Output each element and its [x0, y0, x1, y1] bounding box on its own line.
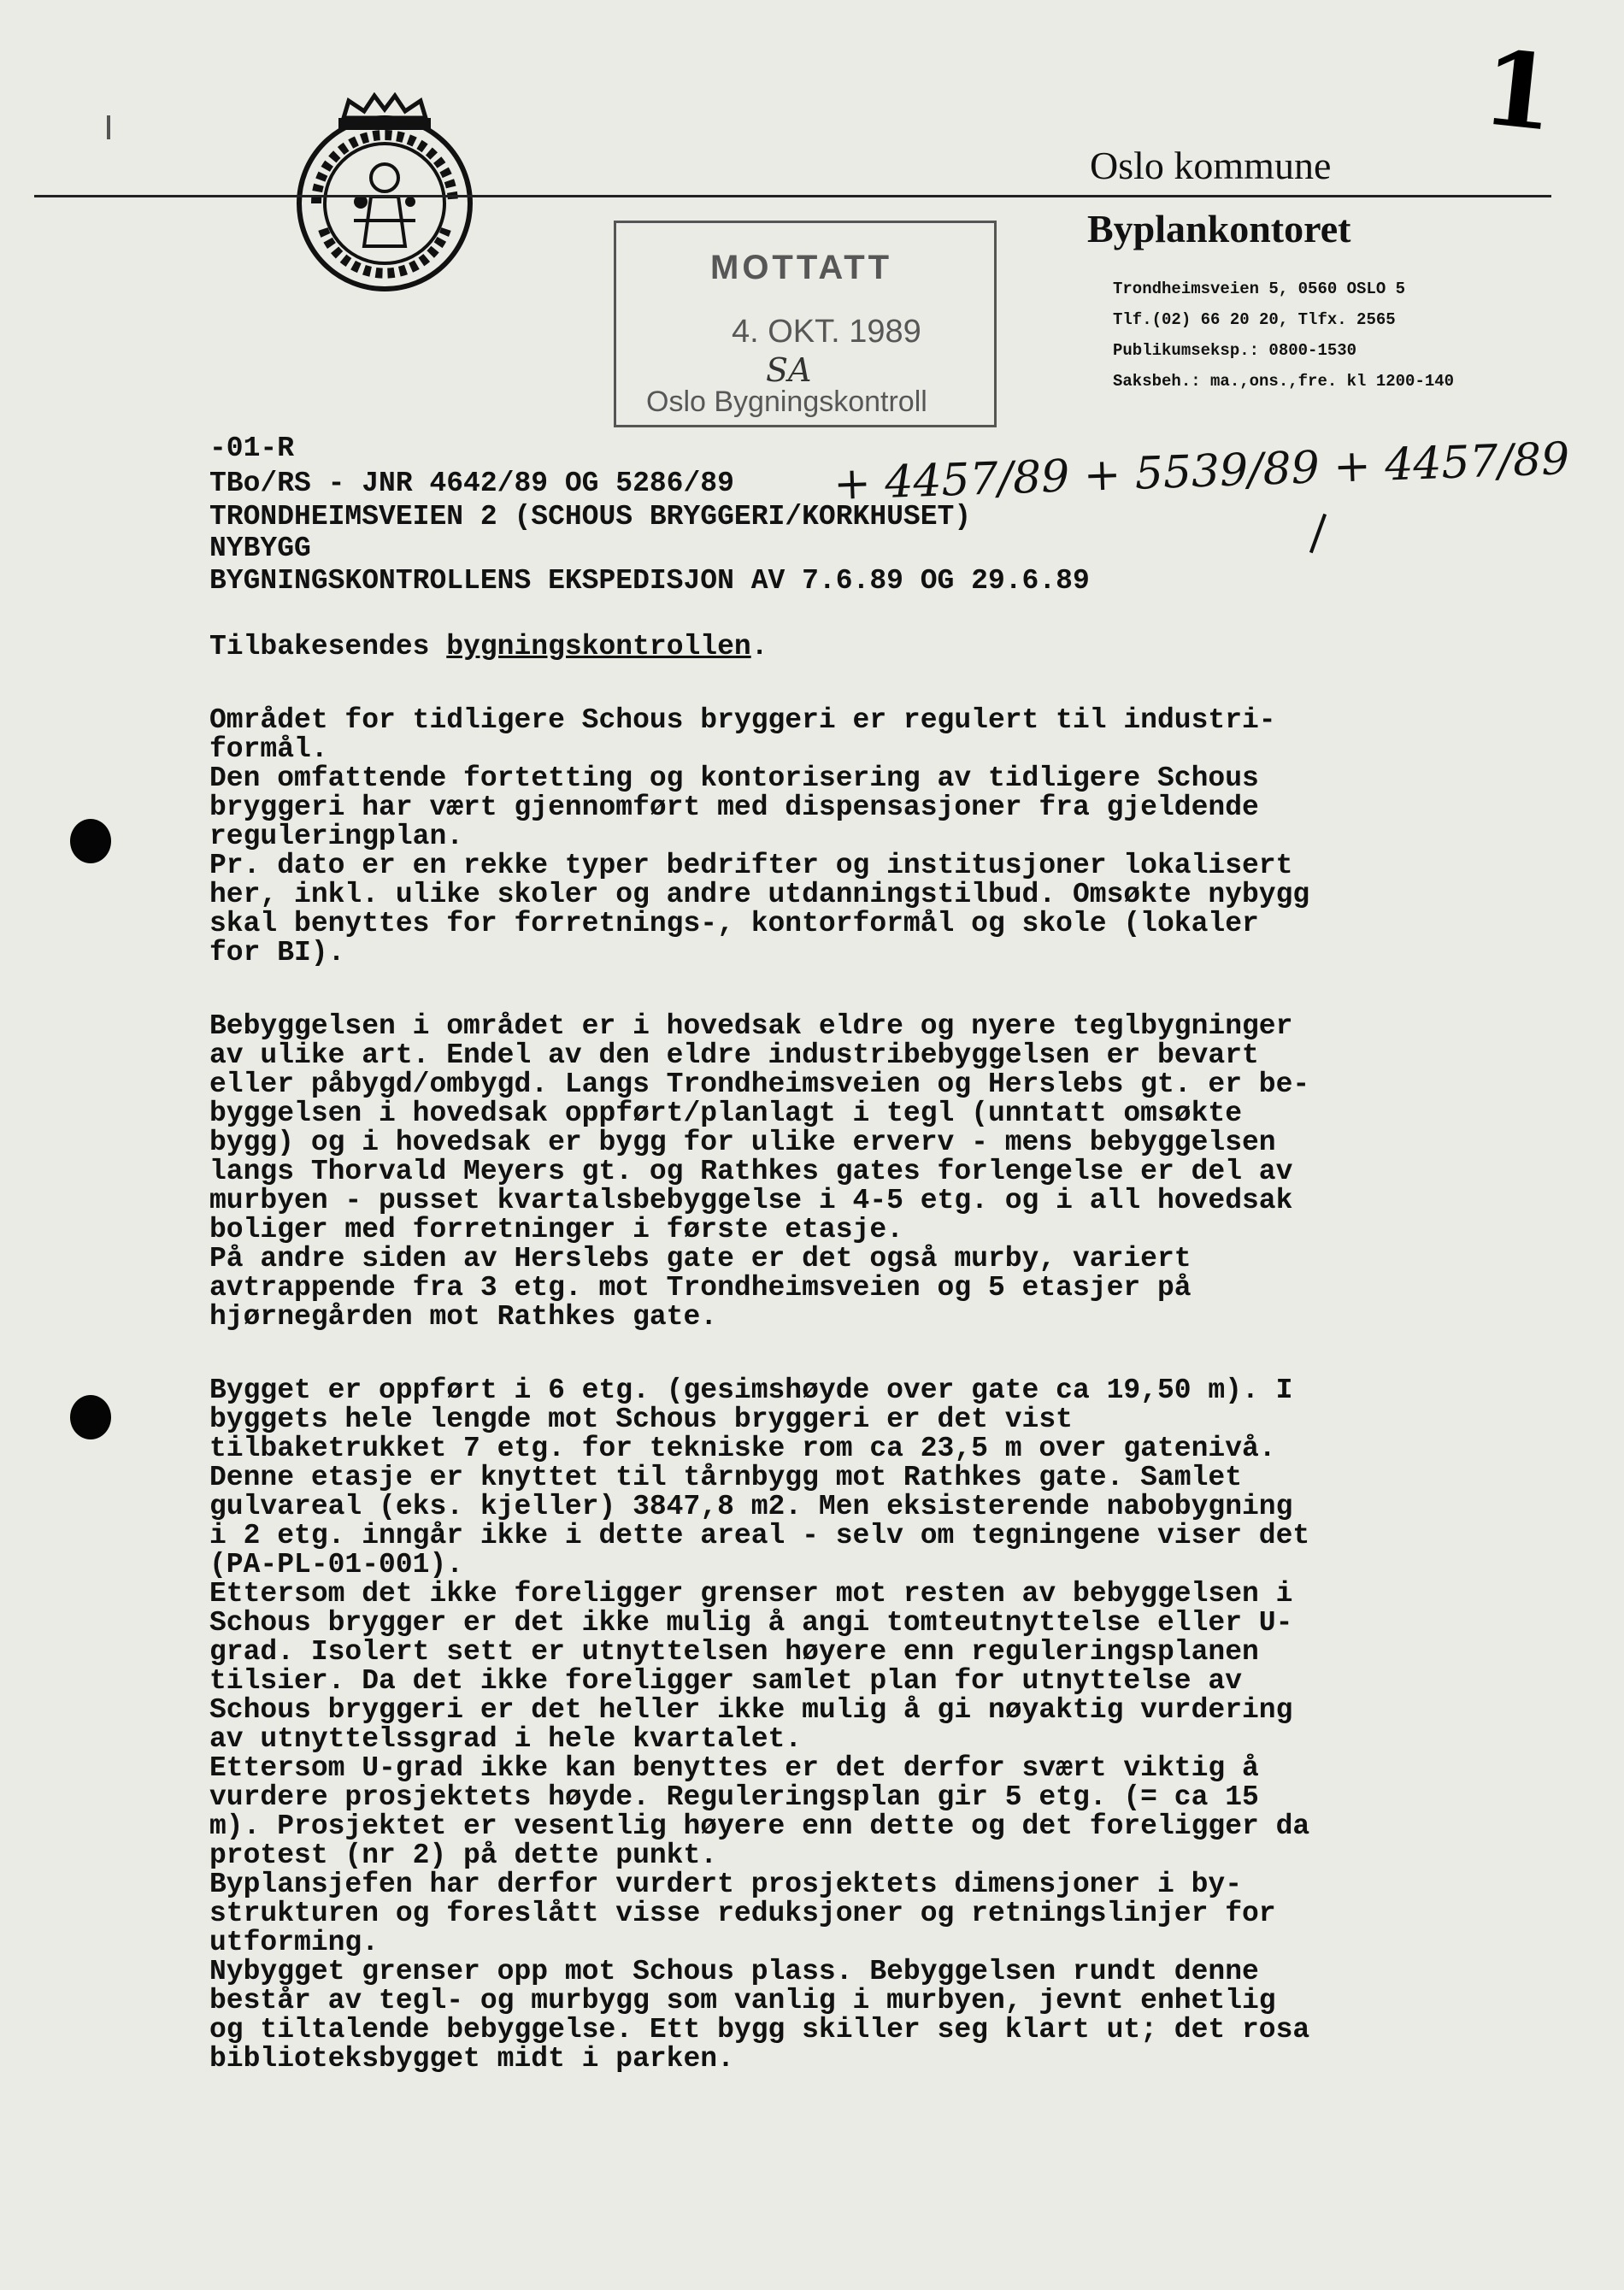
text-line: av utnyttelssgrad i hele kvartalet.: [209, 1723, 803, 1755]
text-line: består av tegl- og murbygg som vanlig i murbyen, jevnt enhetlig: [209, 1985, 1276, 2016]
text-line: Ettersom det ikke foreligger grenser mot resten av bebyggelsen i: [209, 1578, 1293, 1610]
text-line: protest (nr 2) på dette punkt.: [209, 1840, 718, 1871]
text-line: bygg) og i hovedsak er bygg for ulike erverv - mens bebyggelsen: [209, 1127, 1276, 1158]
address-line: Publikumseksp.: 0800-1530: [1113, 341, 1357, 360]
paragraph: [209, 1376, 1577, 2074]
text-line: boliger med forretninger i første etasje.: [209, 1214, 903, 1245]
text-line: hjørnegården mot Rathkes gate.: [209, 1301, 718, 1333]
text-line: Bebyggelsen i området er i hovedsak eldre og nyere teglbygninger: [209, 1010, 1293, 1042]
text-line: Byplansjefen har derfor vurdert prosjektets dimensjoner i by-: [209, 1869, 1242, 1900]
text-line: (PA-PL-01-001).: [209, 1549, 464, 1581]
text-line: av ulike art. Endel av den eldre industribebyggelsen er bevart: [209, 1039, 1259, 1071]
text-line: gulvareal (eks. kjeller) 3847,8 m2. Men eksisterende nabobygning: [209, 1491, 1293, 1522]
punch-hole: [70, 1395, 111, 1439]
text-line: biblioteksbygget midt i parken.: [209, 2043, 734, 2075]
text-line: bryggeri har vært gjennomført med dispensasjoner fra gjeldende: [209, 792, 1259, 823]
organization-name: Oslo kommune: [1090, 144, 1332, 187]
department-name: Byplankontoret: [1087, 207, 1351, 250]
text-line: strukturen og foreslått visse reduksjoner og retningslinjer for: [209, 1898, 1276, 1929]
text-line: vurdere prosjektets høyde. Reguleringsplan gir 5 etg. (= ca 15: [209, 1781, 1259, 1813]
stamp-date: 4. OKT. 1989: [732, 314, 921, 350]
intro-period: .: [750, 631, 768, 662]
text-line: og tiltalende bebyggelse. Ett bygg skiller seg klart ut; det rosa: [209, 2014, 1310, 2046]
paragraph: [209, 706, 1577, 968]
text-line: her, inkl. ulike skoler og andre utdanningstilbud. Omsøkte nybygg: [209, 879, 1310, 910]
reference-code: -01-R: [209, 433, 295, 464]
address-block: [1113, 274, 1454, 397]
stamp-initials: SA: [766, 351, 812, 389]
text-line: i 2 etg. inngår ikke i dette areal - selv om tegningene viser det: [209, 1520, 1310, 1551]
text-line: grad. Isolert sett er utnyttelsen høyere enn reguleringsplanen: [209, 1636, 1259, 1668]
received-stamp: [614, 221, 997, 427]
text-line: utforming.: [209, 1927, 380, 1958]
text-line: murbyen - pusset kvartalsbebyggelse i 4-5 etg. og i all hovedsak: [209, 1185, 1293, 1216]
text-line: Ettersom U-grad ikke kan benyttes er det derfor svært viktig å: [209, 1752, 1259, 1784]
text-line: tilsier. Da det ikke foreligger samlet plan for utnyttelse av: [209, 1665, 1242, 1697]
journal-number: TBo/RS - JNR 4642/89 OG 5286/89: [209, 468, 734, 499]
text-line: langs Thorvald Meyers gt. og Rathkes gates forlengelse er del av: [209, 1156, 1293, 1187]
address-line: Tlf.(02) 66 20 20, Tlfx. 2565: [1113, 310, 1396, 329]
case-type: NYBYGG: [209, 533, 311, 564]
address-line: Saksbeh.: ma.,ons.,fre. kl 1200-140: [1113, 372, 1455, 391]
text-line: m). Prosjektet er vesentlig høyere enn dette og det foreligger da: [209, 1810, 1310, 1842]
property-address: TRONDHEIMSVEIEN 2 (SCHOUS BRYGGERI/KORKHUSET): [209, 501, 972, 533]
intro-text: Tilbakesendes: [209, 631, 447, 662]
text-line: reguleringplan.: [209, 821, 464, 852]
text-line: Bygget er oppført i 6 etg. (gesimshøyde over gate ca 19,50 m). I: [209, 1375, 1293, 1406]
address-line: Trondheimsveien 5, 0560 OSLO 5: [1113, 280, 1406, 298]
text-line: byggelsen i hovedsak oppført/planlagt i tegl (unntatt omsøkte: [209, 1098, 1242, 1129]
letter-body: [209, 633, 1577, 2118]
margin-mark: [107, 115, 110, 139]
text-line: På andre siden av Herslebs gate er det også murby, variert: [209, 1243, 1192, 1275]
paragraph: [209, 1012, 1577, 1332]
recipient-underlined: bygningskontrollen: [446, 631, 751, 662]
header-rule: [34, 195, 1551, 197]
text-line: skal benyttes for forretnings-, kontorformål og skole (lokaler: [209, 908, 1259, 939]
text-line: Schous brygger er det ikke mulig å angi tomteutnyttelse eller U-: [209, 1607, 1293, 1639]
text-line: avtrappende fra 3 etg. mot Trondheimsveien og 5 etasjer på: [209, 1272, 1192, 1304]
text-line: eller påbygd/ombygd. Langs Trondheimsveien og Herslebs gt. er be-: [209, 1068, 1310, 1100]
intro-line: [209, 633, 1577, 662]
text-line: Området for tidligere Schous bryggeri er regulert til industri-: [209, 704, 1276, 736]
stamp-title: MOTTATT: [710, 249, 893, 286]
punch-hole: [70, 819, 111, 863]
handwritten-stroke: [1309, 514, 1327, 553]
handwritten-page-number: 1: [1476, 26, 1561, 155]
handwritten-reference-numbers: + 4457/89 + 5539/89 + 4457/89: [833, 433, 1571, 511]
text-line: Den omfattende fortetting og kontorisering av tidligere Schous: [209, 762, 1259, 794]
text-line: for BI).: [209, 937, 345, 968]
subject-line: BYGNINGSKONTROLLENS EKSPEDISJON AV 7.6.89 OG 29.6.89: [209, 565, 1090, 597]
text-line: Nybygget grenser opp mot Schous plass. Bebyggelsen rundt denne: [209, 1956, 1259, 1987]
stamp-organization: Oslo Bygningskontroll: [646, 386, 927, 418]
text-line: byggets hele lengde mot Schous bryggeri er det vist: [209, 1404, 1073, 1435]
text-line: Pr. dato er en rekke typer bedrifter og institusjoner lokalisert: [209, 850, 1293, 881]
text-line: Schous bryggeri er det heller ikke mulig å gi nøyaktig vurdering: [209, 1694, 1293, 1726]
text-line: formål.: [209, 733, 328, 765]
text-line: tilbaketrukket 7 etg. for tekniske rom ca 23,5 m over gatenivå.: [209, 1433, 1276, 1464]
text-line: Denne etasje er knyttet til tårnbygg mot Rathkes gate. Samlet: [209, 1462, 1242, 1493]
